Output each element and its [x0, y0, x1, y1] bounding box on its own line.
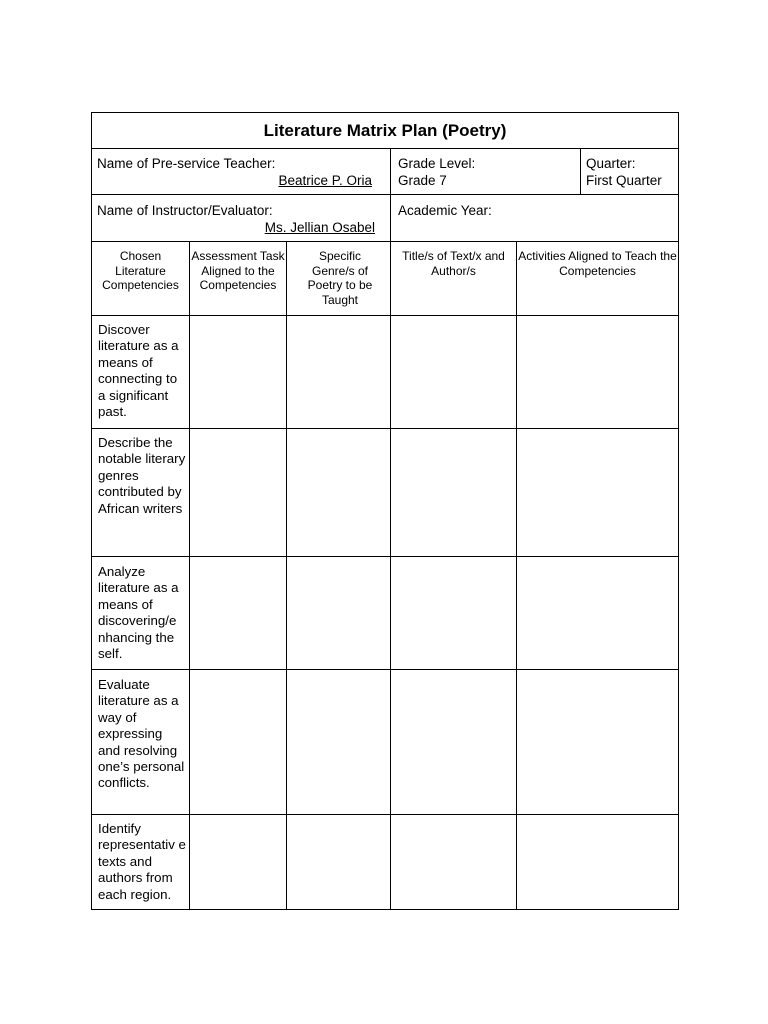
column-header: Specific Genre/s of Poetry to be Taught — [307, 249, 373, 307]
column-header: Title/s of Text/x and Author/s — [402, 249, 505, 278]
divider — [516, 241, 517, 910]
instructor-name: Ms. Jellian Osabel — [264, 220, 375, 235]
instructor-label: Name of Instructor/Evaluator: — [97, 203, 273, 218]
column-header: Assessment Task Aligned to the Competencies — [191, 249, 285, 293]
grade-value: Grade 7 — [398, 173, 447, 188]
divider — [92, 814, 678, 815]
competency-cell: Discover literature as a means of connecting to a significant past. — [98, 322, 179, 420]
divider — [580, 148, 581, 195]
academic-year-label: Academic Year: — [398, 203, 492, 218]
column-header: Chosen Literature Competencies — [102, 249, 179, 293]
quarter-label: Quarter: — [586, 156, 636, 171]
teacher-name: Beatrice P. Oria — [278, 173, 372, 188]
competency-cell: Identify representativ e texts and authors from each region. — [98, 821, 186, 902]
divider — [92, 194, 678, 195]
teacher-label: Name of Pre-service Teacher: — [97, 156, 276, 171]
divider — [92, 241, 678, 242]
divider — [92, 669, 678, 670]
competency-cell: Analyze literature as a means of discovering/e nhancing the self. — [98, 564, 179, 662]
divider — [286, 241, 287, 910]
divider — [92, 428, 678, 429]
divider — [390, 148, 391, 242]
divider — [189, 241, 190, 910]
divider — [92, 148, 678, 149]
competency-cell: Describe the notable literary genres contributed by African writers — [98, 435, 186, 516]
competency-cell: Evaluate literature as a way of expressing and resolving one’s personal conflicts. — [98, 677, 185, 791]
divider — [390, 241, 391, 910]
divider — [92, 556, 678, 557]
column-header: Activities Aligned to Teach the Competencies — [518, 249, 677, 278]
literature-matrix-form — [91, 112, 679, 910]
form-title: Literature Matrix Plan (Poetry) — [263, 121, 507, 140]
grade-label: Grade Level: — [398, 156, 476, 171]
divider — [92, 315, 678, 316]
quarter-value: First Quarter — [586, 173, 662, 188]
